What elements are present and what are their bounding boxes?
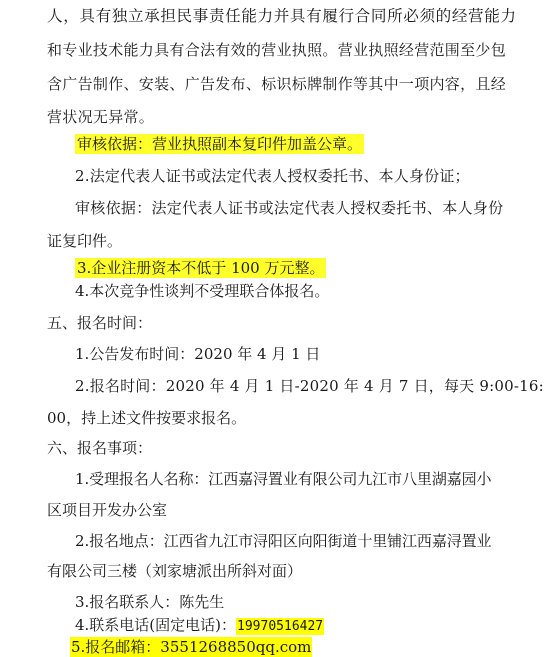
contact-phone-label: 4.联系电话(固定电话)： xyxy=(75,616,237,634)
text-line-3: 含广告制作、安装、广告发布、标识标牌制作等其中一项内容，且经 xyxy=(47,75,507,93)
text-line-4: 营状况无异常。 xyxy=(47,108,155,126)
item-4-no-consortium: 4.本次竞争性谈判不受理联合体报名。 xyxy=(75,282,330,300)
text-line-1: 人，具有独立承担民事责任能力并具有履行合同所必须的经营能力 xyxy=(47,7,517,25)
registration-location-cont: 有限公司三楼（刘家塘派出所斜对面） xyxy=(47,562,303,580)
registration-time-cont: 00，持上述文件按要求报名。 xyxy=(47,409,247,427)
contact-phone-number: 19970516427 xyxy=(237,619,324,634)
section-5-heading: 五、报名时间： xyxy=(47,314,153,332)
review-basis-legal-rep-cont: 证复印件。 xyxy=(47,232,123,250)
text-line-2: 和专业技术能力具有合法有效的营业执照。营业执照经营范围至少包 xyxy=(47,41,507,59)
highlight-registration-email: 5.报名邮箱：3551268850qq.com xyxy=(71,638,312,656)
highlight-registered-capital: 3.企业注册资本不低于 100 万元整。 xyxy=(77,259,325,277)
contact-phone xyxy=(75,615,324,637)
highlight-review-basis-license: 审核依据：营业执照副本复印件加盖公章。 xyxy=(77,135,363,153)
review-basis-legal-rep: 审核依据：法定代表人证书或法定代表人授权委托书、本人身份 xyxy=(75,199,504,217)
item-2-legal-rep: 2.法定代表人证书或法定代表人授权委托书、本人身份证； xyxy=(75,167,470,185)
registrant-name: 1.受理报名人名称：江西嘉浔置业有限公司九江市八里湖嘉园小 xyxy=(75,470,492,488)
review-basis-license xyxy=(75,134,364,154)
registration-time: 2.报名时间：2020 年 4 月 1 日-2020 年 4 月 7 日，每天 9:00-16: xyxy=(75,377,544,395)
registration-location: 2.报名地点：江西省九江市浔阳区向阳街道十里铺江西嘉浔置业 xyxy=(75,532,492,550)
announcement-date: 1.公告发布时间：2020 年 4 月 1 日 xyxy=(75,345,321,363)
section-6-heading: 六、报名事项： xyxy=(47,439,153,457)
registration-email xyxy=(70,637,312,657)
item-3-registered-capital xyxy=(75,258,326,278)
contact-person: 3.报名联系人：陈先生 xyxy=(75,593,225,611)
registrant-name-cont: 区项目开发办公室 xyxy=(47,501,168,519)
